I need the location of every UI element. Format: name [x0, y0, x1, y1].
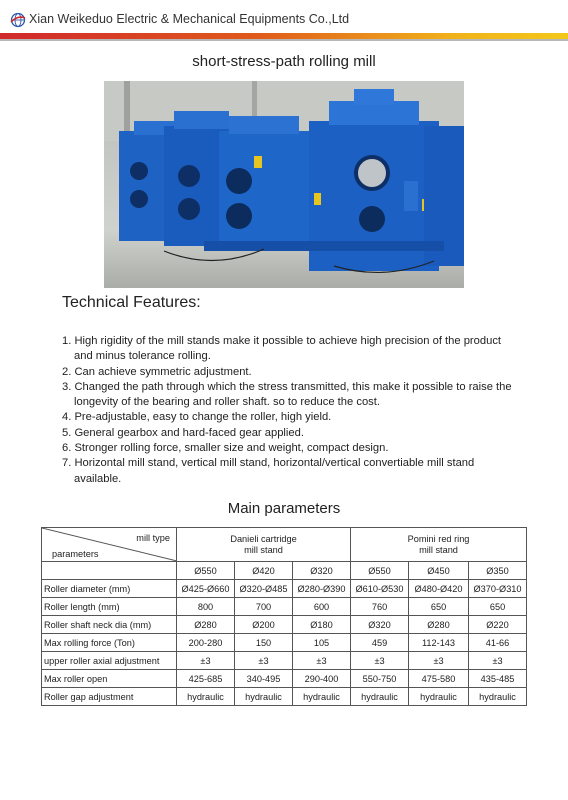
table-row: [42, 688, 527, 706]
table-cell: Ø280: [409, 616, 469, 634]
size-cell: Ø320: [293, 562, 351, 580]
table-cell: 475-580: [409, 670, 469, 688]
feature-item: 6. Stronger rolling force, smaller size and weight, compact design.: [62, 442, 389, 455]
feature-item: 7. Horizontal mill stand, vertical mill stand, horizontal/vertical convertiable mill stand available.: [62, 457, 475, 485]
params-title: Main parameters: [227, 500, 341, 517]
table-cell: Ø220: [469, 616, 527, 634]
table-cell: 290-400: [293, 670, 351, 688]
table-cell: 760: [351, 598, 409, 616]
table-cell: 425-685: [177, 670, 235, 688]
table-row: [42, 616, 527, 634]
table-cell: Ø610-Ø530: [351, 580, 409, 598]
table-cell: 105: [293, 634, 351, 652]
group-header-danieli: Danieli cartridge mill stand: [177, 528, 351, 562]
table-cell: 435-485: [469, 670, 527, 688]
rolling-mill-photo: [104, 81, 464, 288]
company-name: Xian Weikeduo Electric & Mechanical Equipments Co.,Ltd: [29, 12, 350, 26]
table-cell: hydraulic: [177, 688, 235, 706]
row-label: Roller diameter (mm): [42, 580, 177, 598]
table-row: [42, 652, 527, 670]
table-cell: hydraulic: [351, 688, 409, 706]
size-cell: Ø450: [409, 562, 469, 580]
table-cell: 800: [177, 598, 235, 616]
table-cell: 200-280: [177, 634, 235, 652]
table-row: [42, 598, 527, 616]
table-cell: 600: [293, 598, 351, 616]
feature-item: 4. Pre-adjustable, easy to change the roller, high yield.: [62, 411, 332, 424]
blank-cell: [42, 562, 177, 580]
table-cell: 112-143: [409, 634, 469, 652]
sizes-row: [42, 562, 527, 580]
table-cell: hydraulic: [409, 688, 469, 706]
size-cell: Ø350: [469, 562, 527, 580]
feature-item: 3. Changed the path through which the stress transmitted, this make it possible to raise the longevity of the bearing and roller shaft. so to reduce the cost.: [62, 380, 512, 409]
table-cell: ±3: [409, 652, 469, 670]
table-cell: 459: [351, 634, 409, 652]
page-title: short-stress-path rolling mill: [192, 53, 376, 70]
table-cell: Ø200: [235, 616, 293, 634]
table-cell: 650: [409, 598, 469, 616]
row-label: Roller length (mm): [42, 598, 177, 616]
table-cell: Ø480-Ø420: [409, 580, 469, 598]
corner-top-label: mill type: [136, 533, 170, 543]
feature-item: 2. Can achieve symmetric adjustment.: [62, 365, 252, 378]
table-cell: Ø425-Ø660: [177, 580, 235, 598]
table-cell: ±3: [235, 652, 293, 670]
globe-logo-icon: [10, 12, 26, 28]
table-row: [42, 580, 527, 598]
header-gray-line: [0, 39, 568, 41]
features-list: [62, 334, 522, 487]
table-cell: hydraulic: [235, 688, 293, 706]
table-cell: ±3: [177, 652, 235, 670]
table-cell: Ø370-Ø310: [469, 580, 527, 598]
row-label: upper roller axial adjustment: [42, 652, 177, 670]
table-cell: hydraulic: [469, 688, 527, 706]
row-label: Roller gap adjustment: [42, 688, 177, 706]
params-table: [41, 527, 527, 706]
row-label: Roller shaft neck dia (mm): [42, 616, 177, 634]
size-cell: Ø420: [235, 562, 293, 580]
table-cell: 550-750: [351, 670, 409, 688]
table-cell: Ø320-Ø485: [235, 580, 293, 598]
table-cell: hydraulic: [293, 688, 351, 706]
table-row: [42, 634, 527, 652]
group-header-pomini: Pomini red ring mill stand: [351, 528, 527, 562]
table-cell: ±3: [469, 652, 527, 670]
table-cell: 650: [469, 598, 527, 616]
corner-bottom-label: parameters: [52, 549, 99, 559]
feature-item: 5. General gearbox and hard-faced gear applied.: [62, 426, 304, 439]
table-cell: ±3: [351, 652, 409, 670]
table-cell: 41-66: [469, 634, 527, 652]
table-cell: Ø320: [351, 616, 409, 634]
corner-cell: [42, 528, 177, 562]
row-label: Max rolling force (Ton): [42, 634, 177, 652]
feature-item: 1. High rigidity of the mill stands make it possible to achieve high precision of the product and minus tolerance rolling.: [62, 335, 502, 363]
size-cell: Ø550: [351, 562, 409, 580]
table-cell: 700: [235, 598, 293, 616]
table-row: [42, 670, 527, 688]
table-cell: 150: [235, 634, 293, 652]
page-header: [0, 0, 568, 42]
row-label: Max roller open: [42, 670, 177, 688]
table-cell: ±3: [293, 652, 351, 670]
table-cell: 340-495: [235, 670, 293, 688]
features-title: Technical Features:: [62, 294, 201, 311]
table-cell: Ø180: [293, 616, 351, 634]
table-cell: Ø280-Ø390: [293, 580, 351, 598]
table-cell: Ø280: [177, 616, 235, 634]
size-cell: Ø550: [177, 562, 235, 580]
